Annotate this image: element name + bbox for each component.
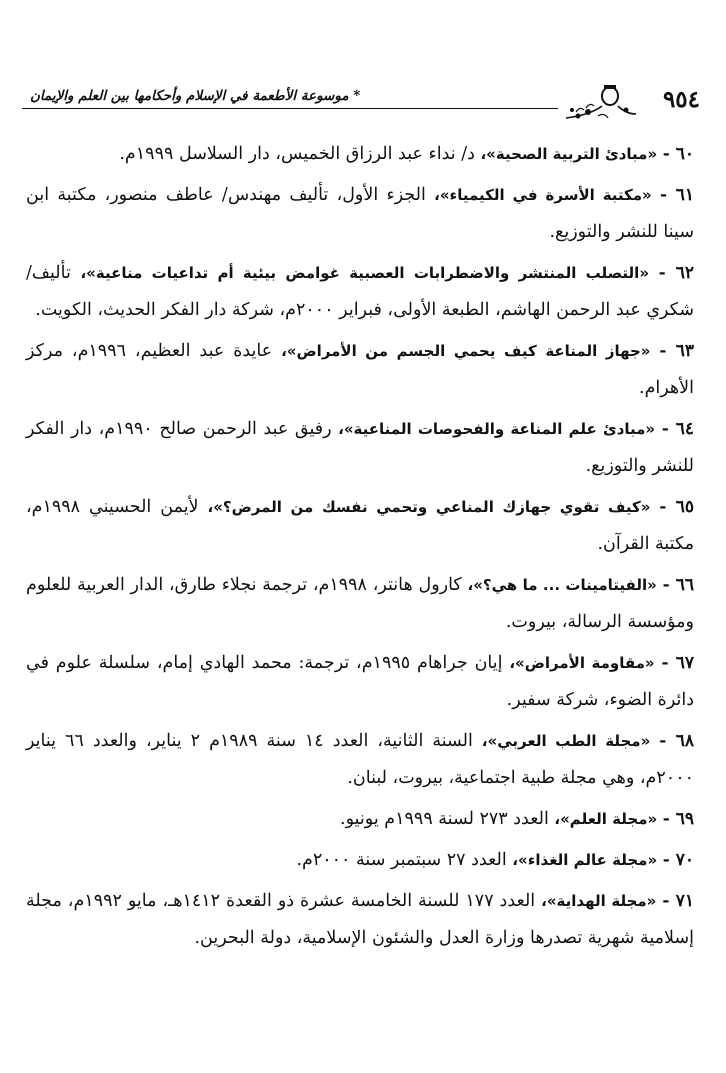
entry-details: العدد ٢٧ سبتمبر سنة ٢٠٠٠م. bbox=[296, 850, 513, 870]
entry-number: ٦٨ - bbox=[659, 731, 694, 751]
entry-details: رفيق عبد الرحمن صالح ١٩٩٠م، دار الفكر للنشر والتوزيع. bbox=[26, 419, 694, 476]
entry-title: «جهاز المناعة كيف يحمي الجسم من الأمراض»، bbox=[281, 342, 651, 360]
entry-details: كارول هانتر، ١٩٩٨م، ترجمة نجلاء طارق، الدار العربية للعلوم ومؤسسة الرسالة، بيروت. bbox=[26, 575, 694, 632]
bibliography-entry bbox=[26, 489, 694, 563]
entry-details: العدد ١٧٧ للسنة الخامسة عشرة ذو القعدة ١٤١٢هـ، مايو ١٩٩٢م، مجلة إسلامية شهرية تصدرها وزارة العدل والشئون الإسلامية، دولة البحرين. bbox=[26, 891, 694, 948]
entry-title: «مقاومة الأمراض»، bbox=[509, 654, 655, 672]
entry-number: ٦٦ - bbox=[662, 575, 694, 595]
bibliography-entry bbox=[26, 255, 694, 329]
entry-number: ٦٧ - bbox=[661, 653, 694, 673]
running-title: * موسوعة الأطعمة في الإسلام وأحكامها بين العلم والإيمان bbox=[30, 88, 361, 104]
entry-title: «مجلة الهداية»، bbox=[541, 892, 657, 910]
entry-title: «مبادئ التربية الصحية»، bbox=[480, 145, 658, 163]
entry-details: لأيمن الحسيني ١٩٩٨م، مكتبة القرآن. bbox=[26, 497, 694, 554]
bibliography-list bbox=[26, 136, 694, 961]
bibliography-entry bbox=[26, 411, 694, 485]
entry-number: ٦٠ - bbox=[662, 144, 694, 164]
entry-number: ٦١ - bbox=[660, 185, 694, 205]
entry-details: تأليف/ شكري عبد الرحمن الهاشم، الطبعة الأولى، فبراير ٢٠٠٠م، شركة دار الفكر الحديث، الكويت. bbox=[26, 263, 694, 320]
entry-details: د/ نداء عبد الرزاق الخميس، دار السلاسل ١٩٩٩م. bbox=[119, 144, 481, 164]
page-header bbox=[22, 82, 708, 122]
bibliography-entry bbox=[26, 645, 694, 719]
inkwell-flowers-ornament-icon bbox=[558, 82, 638, 126]
bibliography-entry bbox=[26, 136, 694, 173]
entry-title: «مجلة العلم»، bbox=[554, 810, 658, 828]
entry-number: ٦٢ - bbox=[658, 263, 694, 283]
entry-title: «مجلة الطب العربي»، bbox=[481, 732, 651, 750]
bibliography-entry bbox=[26, 567, 694, 641]
header-rule bbox=[22, 108, 558, 109]
bibliography-entry bbox=[26, 801, 694, 838]
entry-number: ٦٣ - bbox=[659, 341, 694, 361]
entry-title: «مبادئ علم المناعة والفحوصات المناعية»، bbox=[338, 420, 656, 438]
entry-number: ٧٠ - bbox=[662, 850, 694, 870]
entry-number: ٦٥ - bbox=[659, 497, 694, 517]
bibliography-entry bbox=[26, 842, 694, 879]
entry-details: العدد ٢٧٣ لسنة ١٩٩٩م يونيو. bbox=[340, 809, 555, 829]
entry-title: «الفيتامينات ... ما هي؟»، bbox=[467, 576, 657, 594]
entry-title: «مكتبة الأسرة في الكيمياء»، bbox=[434, 186, 652, 204]
entry-number: ٧١ - bbox=[662, 891, 694, 911]
entry-number: ٦٤ - bbox=[661, 419, 694, 439]
bibliography-entry bbox=[26, 883, 694, 957]
entry-details: السنة الثانية، العدد ١٤ سنة ١٩٨٩م ٢ يناير، والعدد ٦٦ يناير ٢٠٠٠م، وهي مجلة طبية اجتماعية، بيروت، لبنان. bbox=[26, 731, 694, 788]
entry-details: عايدة عبد العظيم، ١٩٩٦م، مركز الأهرام. bbox=[26, 341, 694, 398]
entry-details: الجزء الأول، تأليف مهندس/ عاطف منصور، مكتبة ابن سينا للنشر والتوزيع. bbox=[26, 185, 694, 242]
entry-number: ٦٩ - bbox=[662, 809, 694, 829]
bibliography-entry bbox=[26, 333, 694, 407]
entry-title: «التصلب المنتشر والاضطرابات العصبية غوامض بيئية أم تداعيات مناعية»، bbox=[80, 264, 650, 282]
bibliography-entry bbox=[26, 177, 694, 251]
entry-title: «كيف تقوي جهازك المناعي وتحمي نفسك من المرض؟»، bbox=[207, 498, 651, 516]
bibliography-entry bbox=[26, 723, 694, 797]
entry-title: «مجلة عالم الغذاء»، bbox=[512, 851, 658, 869]
entry-details: إيان جراهام ١٩٩٥م، ترجمة: محمد الهادي إمام، سلسلة علوم في دائرة الضوء، شركة سفير. bbox=[26, 653, 694, 710]
page-number: ٩٥٤ bbox=[662, 86, 700, 113]
